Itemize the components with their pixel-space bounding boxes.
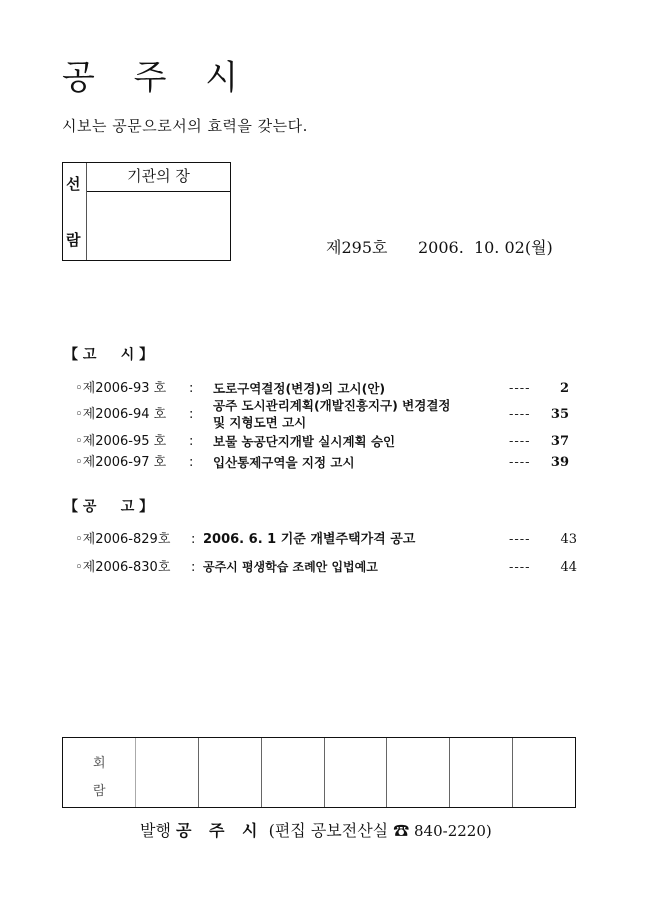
section-heading-announcements: 【 공 고 】 — [64, 499, 154, 515]
editor-info: (편집 공보전산실 — [263, 821, 394, 840]
review-cell[interactable] — [262, 738, 325, 807]
review-cell[interactable] — [450, 738, 513, 807]
page-number: 2 — [559, 381, 569, 396]
approval-side-label — [63, 163, 87, 260]
toc-row[interactable]: ◦제2006-94 호 : 공주 도시관리계획(개발진흥지구) 변경결정 및 지형도면 고시 ---- 35 — [75, 398, 569, 430]
approval-box — [62, 162, 231, 261]
page-number: 37 — [550, 434, 569, 449]
announcement-title: 2006. 6. 1 기준 개별주택가격 공고 — [203, 532, 416, 547]
approval-side-bottom: 람 — [66, 231, 81, 249]
notice-number: ◦제2006-93 호 — [75, 381, 167, 396]
announcement-title: 공주시 평생학습 조례안 입법예고 — [203, 560, 378, 574]
notice-number: ◦제2006-94 호 — [75, 407, 167, 422]
page-title: 공 주 시 — [62, 58, 253, 98]
publisher-footer: 발행 공 주 시 (편집 공보전산실 ☎ 840-2220) — [140, 821, 492, 840]
approval-header: 기관의 장 — [87, 163, 230, 192]
review-cell[interactable] — [136, 738, 199, 807]
notice-title: 도로구역결정(변경)의 고시(안) — [213, 381, 386, 396]
issue-number: 제295호 — [326, 238, 388, 257]
page-number: 43 — [560, 532, 577, 547]
page-number: 39 — [550, 455, 569, 470]
notice-title-line2: 및 지형도면 고시 — [213, 415, 307, 430]
announcement-number: ◦제2006-830호 — [75, 560, 171, 575]
notice-title: 입산통제구역을 지정 고시 — [213, 455, 355, 470]
issue-info — [326, 238, 553, 258]
notice-title-line1: 공주 도시관리계획(개발진흥지구) 변경결정 — [213, 398, 451, 413]
page-number: 44 — [560, 560, 577, 575]
page-subtitle: 시보는 공문으로서의 효력을 갖는다. — [62, 117, 308, 135]
notice-number: ◦제2006-95 호 — [75, 434, 167, 449]
notice-title: 보물 농공단지개발 실시계획 승인 — [213, 434, 396, 449]
notice-number: ◦제2006-97 호 — [75, 455, 167, 470]
publisher-name: 공 주 시 — [176, 821, 264, 840]
section-heading-notices: 【 고 시 】 — [64, 347, 154, 363]
announcement-number: ◦제2006-829호 — [75, 532, 171, 547]
review-cell[interactable] — [513, 738, 575, 807]
issue-date: 2006. 10. 02(월) — [417, 238, 553, 257]
phone-number: 840-2220) — [409, 822, 492, 840]
page-number: 35 — [550, 407, 569, 422]
review-label: 회 람 — [63, 738, 136, 807]
phone-icon: ☎ — [393, 821, 410, 840]
review-cell[interactable] — [325, 738, 388, 807]
review-cell[interactable] — [387, 738, 450, 807]
review-cell[interactable] — [199, 738, 262, 807]
approval-side-top: 선 — [66, 175, 81, 193]
review-table — [62, 737, 576, 808]
